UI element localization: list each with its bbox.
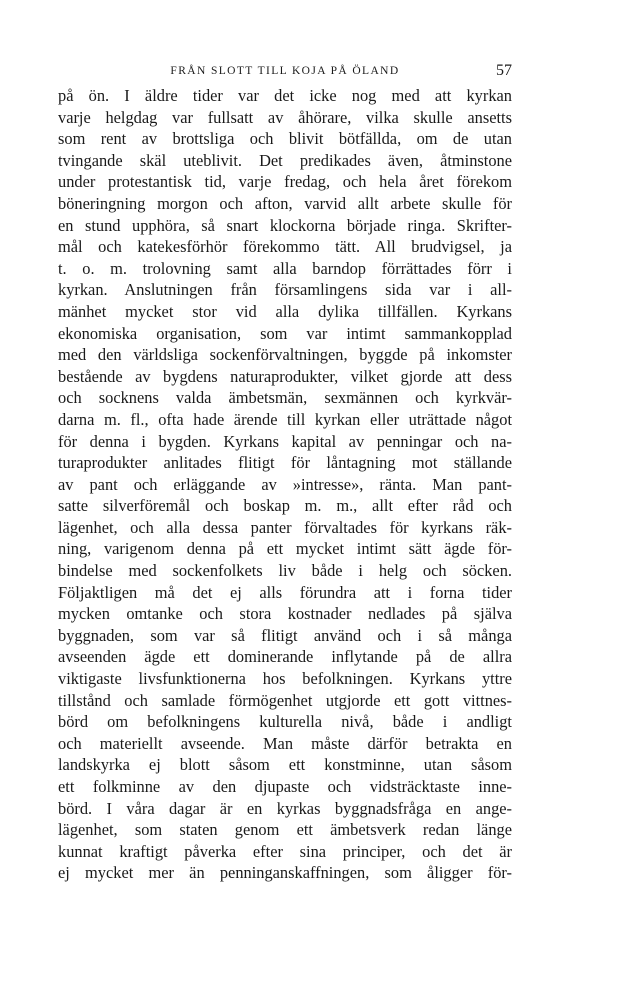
text-line: för denna i bygden. Kyrkans kapital av penningar och na- — [58, 431, 512, 451]
text-line: börd om befolkningens kulturella nivå, både i andligt — [58, 712, 512, 732]
text-line: varje helgdag var fullsatt av åhörare, vilka skulle ansetts — [58, 107, 512, 127]
text-line: ekonomiska organisation, som var intimt sammankopplad — [58, 323, 512, 343]
text-line: ej mycket mer än penninganskaffningen, som åligger för- — [58, 863, 512, 883]
text-line: mänhet mycket stor vid alla dylika tillfällen. Kyrkans — [58, 301, 512, 321]
text-line: landskyrka ej blott såsom ett konstminne, utan såsom — [58, 755, 512, 775]
text-line: och socknens valda ämbetsmän, sexmännen och kyrkvär- — [58, 388, 512, 408]
body-text — [58, 85, 512, 884]
text-line: t. o. m. trolovning samt alla barndop förrättades förr i — [58, 258, 512, 278]
text-line: tillstånd och samlade förmögenhet utgjorde ett gott vittnes- — [58, 690, 512, 710]
text-line: kyrkan. Anslutningen från församlingens sida var i all- — [58, 280, 512, 300]
text-line: mycken omtanke och stora kostnader nedlades på själva — [58, 604, 512, 624]
text-line: darna m. fl., ofta hade ärende till kyrkan eller uträttade något — [58, 409, 512, 429]
text-line: som rent av brottsliga och blivit bötfällda, om de utan — [58, 129, 512, 149]
page-number: 57 — [496, 62, 512, 79]
text-line: tvingande skäl uteblivit. Det predikades även, åtminstone — [58, 150, 512, 170]
running-title: FRÅN SLOTT TILL KOJA PÅ ÖLAND — [170, 65, 400, 77]
text-line: med den världsliga sockenförvaltningen, byggde på inkomster — [58, 345, 512, 365]
text-line: byggnaden, som var så flitigt använd och i så många — [58, 625, 512, 645]
text-line: böneringning morgon och afton, varvid allt arbete skulle för — [58, 193, 512, 213]
text-line: under protestantisk tid, varje fredag, och hela året förekom — [58, 172, 512, 192]
text-line: mål och katekesförhör förekommo tätt. All brudvigsel, ja — [58, 237, 512, 257]
text-line: Följaktligen må det ej alls förundra att i forna tider — [58, 582, 512, 602]
text-line: på ön. I äldre tider var det icke nog med att kyrkan — [58, 86, 512, 105]
text-line: lägenhet, och alla dessa panter förvaltades för kyrkans räk- — [58, 517, 512, 537]
text-line: kunnat kraftigt påverka efter sina principer, och det är — [58, 841, 512, 861]
text-line: satte silverföremål och boskap m. m., allt efter råd och — [58, 496, 512, 516]
text-line: ning, varigenom denna på ett mycket intimt sätt ägde för- — [58, 539, 512, 559]
text-line: och materiellt avseende. Man måste därför betrakta en — [58, 733, 512, 753]
text-line: bindelse med sockenfolkets liv både i helg och söcken. — [58, 561, 512, 581]
running-head — [58, 62, 512, 82]
text-line: turaprodukter anlitades flitigt för låntagning mot ställande — [58, 453, 512, 473]
text-line: av pant och erläggande av »intresse», ränta. Man pant- — [58, 474, 512, 494]
text-line: bestående av bygdens naturaprodukter, vilket gjorde att dess — [58, 366, 512, 386]
text-line: viktigaste livsfunktionerna hos befolkningen. Kyrkans yttre — [58, 669, 512, 689]
text-line: börd. I våra dagar är en kyrkas byggnadsfråga en ange- — [58, 798, 512, 818]
text-line: en stund upphöra, så snart klockorna började ringa. Skrifter- — [58, 215, 512, 235]
text-line: avseenden ägde ett dominerande inflytande på de allra — [58, 647, 512, 667]
text-line: ett folkminne av den djupaste och vidsträcktaste inne- — [58, 777, 512, 796]
text-line: lägenhet, som staten genom ett ämbetsverk redan länge — [58, 820, 512, 840]
